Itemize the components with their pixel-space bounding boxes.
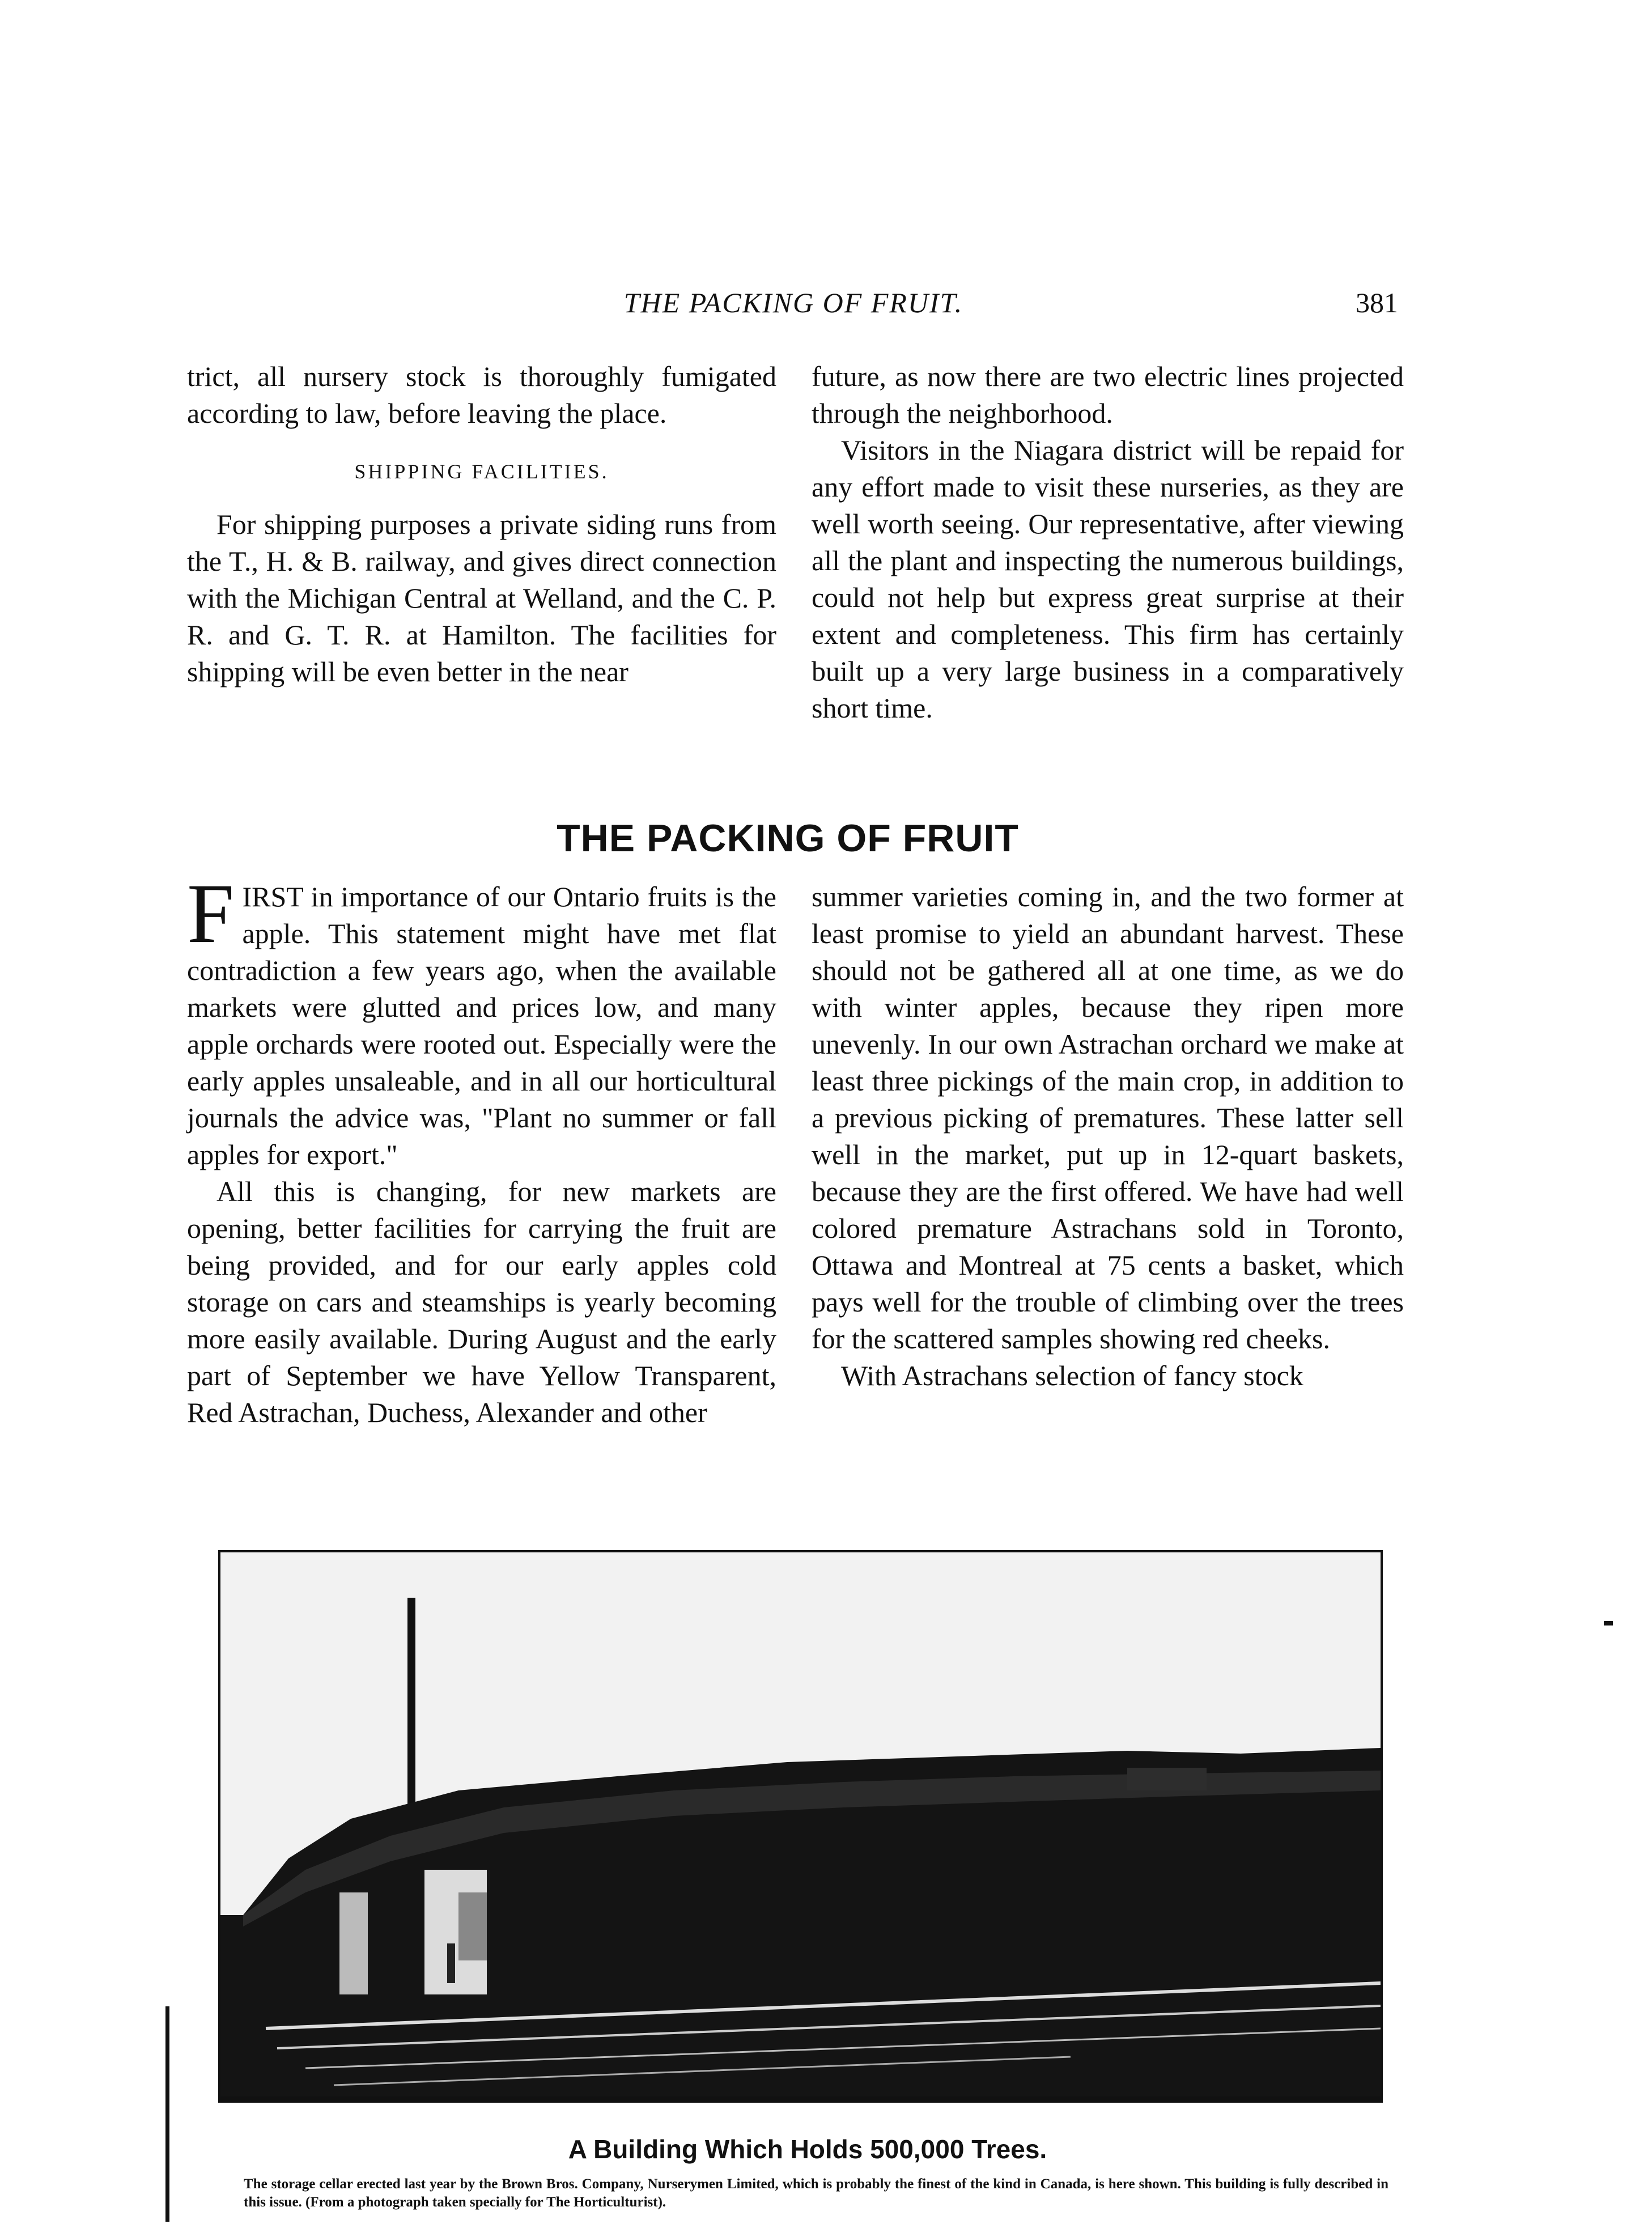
drop-cap: F [187, 867, 235, 961]
running-head: THE PACKING OF FRUIT. [623, 287, 963, 319]
storage-building-image [220, 1552, 1381, 2100]
continued-paragraph: trict, all nursery stock is thoroughly fumigated according to law, before leaving the place. [187, 360, 776, 429]
continued-paragraph: future, as now there are two electric lines projected through the neighborhood. [812, 360, 1404, 429]
continued-article-right-column [812, 358, 1404, 727]
opening-paragraph [187, 867, 776, 1173]
page-number: 381 [1356, 287, 1398, 319]
article-paragraph: With Astrachans selection of fancy stock [841, 1360, 1303, 1391]
article-paragraph: summer varieties coming in, and the two former at least promise to yield an abundant harvest. These should not be gathered all at one time, as we do with winter apples, because they ripen more unevenly. In our own Astrachan orchard we make at least three pickings of the main crop, in addition to a previous picking of prematures. These latter sell well in the market, put up in 12-quart baskets, because they are the first offered. We have had well colored premature Astrachans sold in Toronto, Ottawa and Montreal at 75 cents a basket, which pays well for the trouble of climbing over the trees for the scattered samples showing red cheeks. [812, 881, 1404, 1355]
margin-rule [165, 2006, 169, 2222]
section-subheading: SHIPPING FACILITIES. [354, 460, 609, 483]
building-photograph [218, 1550, 1383, 2103]
article-title: THE PACKING OF FRUIT [557, 817, 1019, 860]
article-paragraph: All this is changing, for new markets are opening, better facilities for carrying the fruit are being provided, and for our early apples cold storage on cars and steamships is yearly becoming more easily available. During August and the early part of September we have Yellow Transparent, Red Astrachan, Duchess, Alexander and other [187, 1175, 776, 1428]
figure-caption-text: The storage cellar erected last year by the Brown Bros. Company, Nurserymen Limited, which is probably the finest of the kind in Canada, is here shown. This building is fully described in this issue. (From a photograph taken specially for The Horticulturist). [244, 2176, 1388, 2210]
continued-article-left-column [187, 358, 776, 690]
printing-mark [1604, 1621, 1613, 1625]
figure-caption-title: A Building Which Holds 500,000 Trees. [568, 2134, 1047, 2164]
opening-paragraph-text: IRST in importance of our Ontario fruits is the apple. This statement might have met flat contradiction a few years ago, when the available markets were glutted and prices low, and many apple orchards were rooted out. Especially were the early apples unsaleable, and in all our horticultural journals the advice was, "Plant no summer or fall apples for export." [187, 881, 776, 1170]
article-left-column [187, 867, 776, 1431]
article-right-column [812, 878, 1404, 1394]
visitors-paragraph: Visitors in the Niagara district will be repaid for any effort made to visit these nurseries, as they are well worth seeing. Our representative, after viewing all the plant and inspecting the numerous buildings, could not help but express great surprise at their extent and completeness. This firm has certainly built up a very large business in a comparatively short time. [812, 434, 1404, 724]
shipping-paragraph: For shipping purposes a private siding runs from the T., H. & B. railway, and gives direct connection with the Michigan Central at Welland, and the C. P. R. and G. T. R. at Hamilton. The facilities for shipping will be even better in the near [187, 508, 776, 687]
